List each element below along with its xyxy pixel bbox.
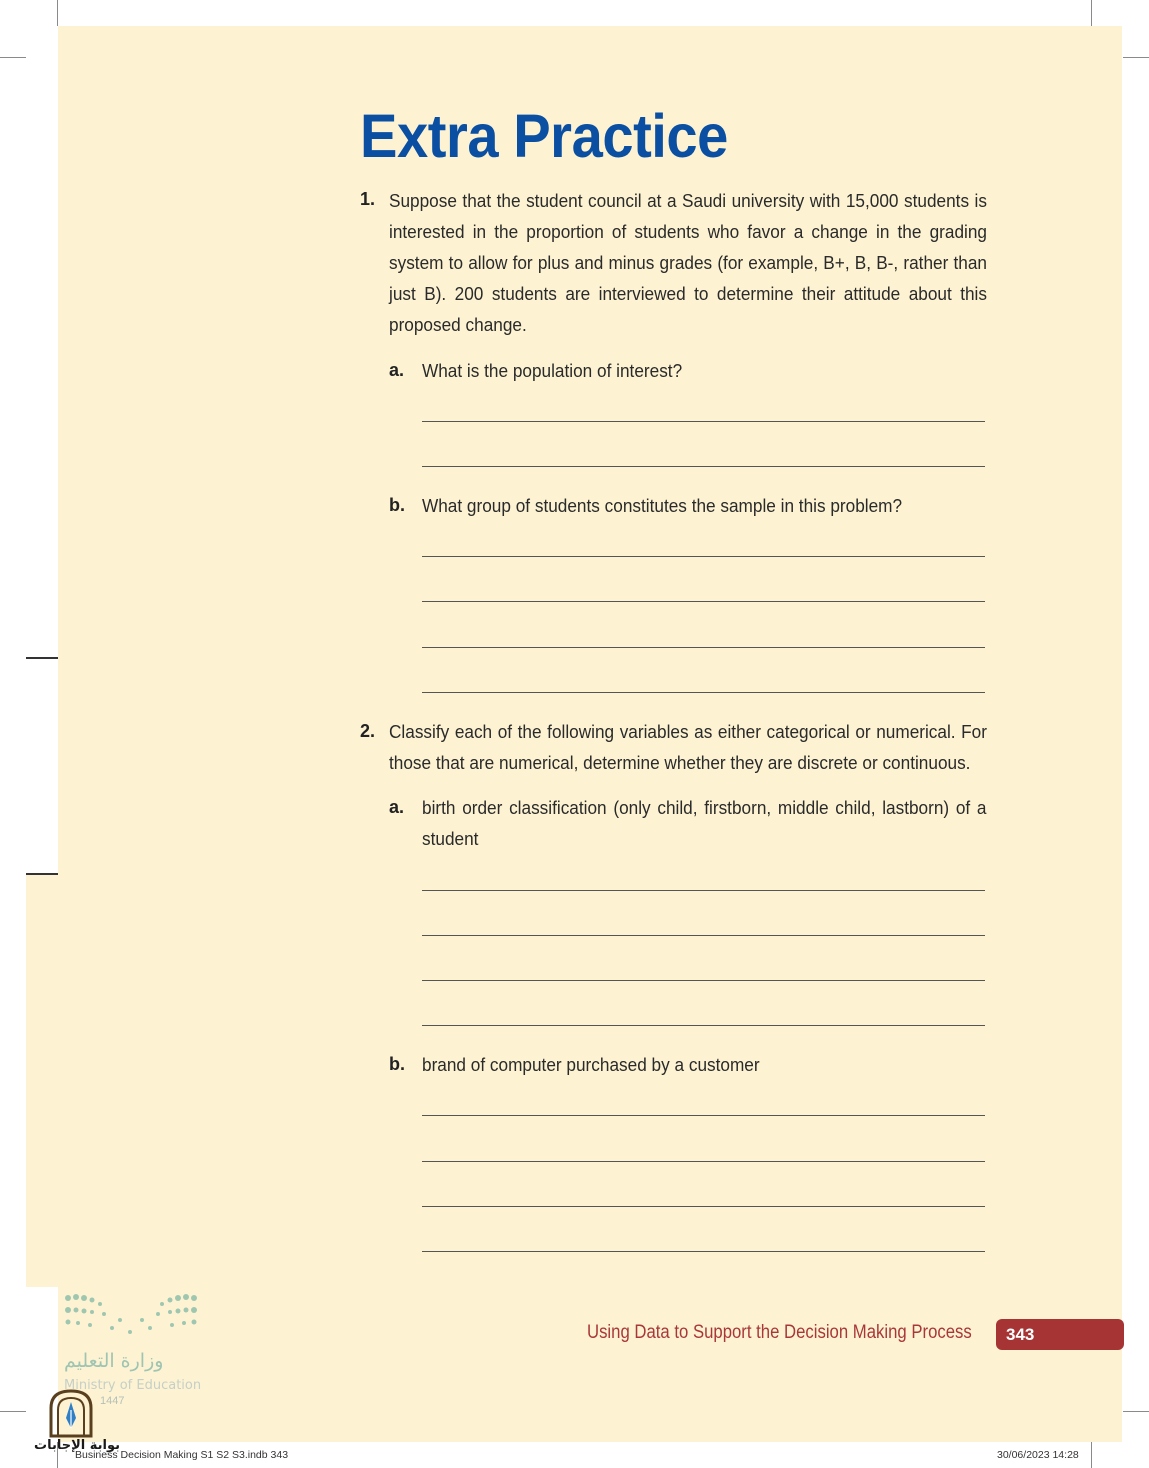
part-text: brand of computer purchased by a customer xyxy=(422,1054,760,1075)
crop-mark xyxy=(0,57,26,58)
answer-line[interactable] xyxy=(422,1025,985,1026)
answer-line[interactable] xyxy=(422,466,985,467)
ministry-arabic-name: وزارة التعليم xyxy=(64,1350,164,1372)
answer-line[interactable] xyxy=(422,1115,985,1116)
answer-portal-logo-icon xyxy=(48,1388,94,1438)
page-number: 343 xyxy=(1006,1325,1035,1344)
page-title: Extra Practice xyxy=(360,102,728,170)
answer-line[interactable] xyxy=(422,556,985,557)
part-text: What group of students constitutes the sample in this problem? xyxy=(422,495,903,516)
chapter-title-footer: Using Data to Support the Decision Making Process xyxy=(587,1322,972,1343)
crop-mark xyxy=(57,0,58,26)
answer-line[interactable] xyxy=(422,1251,985,1252)
question-text: Suppose that the student council at a Saudi university with 15,000 students is interested in the proportion of students who favor a change in the grading system to allow for plus and minus grades (for example, B+, B, B-, rather than just B). 200 students are interviewed to determine their attitude about this proposed change. xyxy=(389,190,987,335)
ministry-year: 1447 xyxy=(100,1395,125,1407)
answer-line[interactable] xyxy=(422,1161,985,1162)
answer-line[interactable] xyxy=(422,935,985,936)
answer-line[interactable] xyxy=(422,1206,985,1207)
crop-mark xyxy=(1123,1411,1149,1412)
crop-mark xyxy=(1091,0,1092,26)
print-slug-file: Business Decision Making S1 S2 S3.indb 343 xyxy=(75,1449,289,1461)
ministry-english-name: Ministry of Education xyxy=(64,1378,202,1393)
margin-mark xyxy=(26,873,58,875)
part-label: b. xyxy=(389,1054,405,1074)
margin-mark xyxy=(26,657,58,659)
crop-mark xyxy=(0,1411,26,1412)
part-label: b. xyxy=(389,495,405,515)
answer-line[interactable] xyxy=(422,421,985,422)
answer-line[interactable] xyxy=(422,980,985,981)
print-slug-datetime: 30/06/2023 14:28 xyxy=(997,1449,1079,1461)
part-label: a. xyxy=(389,360,405,380)
page-margin-strip xyxy=(26,875,58,1287)
answer-line[interactable] xyxy=(422,692,985,693)
part-label: a. xyxy=(389,797,405,817)
answer-line[interactable] xyxy=(422,647,985,648)
answer-line[interactable] xyxy=(422,601,985,602)
crop-mark xyxy=(1091,1442,1092,1468)
question-number: 1. xyxy=(360,189,376,209)
ministry-logo-icon xyxy=(62,1290,202,1340)
question-number: 2. xyxy=(360,721,376,741)
answer-portal-label: بوابة الإجابات xyxy=(34,1438,120,1453)
part-text: birth order classification (only child, firstborn, middle child, lastborn) of a student xyxy=(422,797,987,849)
answer-line[interactable] xyxy=(422,890,985,891)
question-text: Classify each of the following variables as either categorical or numerical. For those that are numerical, determine whether they are discrete or continuous. xyxy=(389,721,987,773)
part-text: What is the population of interest? xyxy=(422,360,683,381)
crop-mark xyxy=(1123,57,1149,58)
page-number-badge xyxy=(996,1319,1124,1350)
